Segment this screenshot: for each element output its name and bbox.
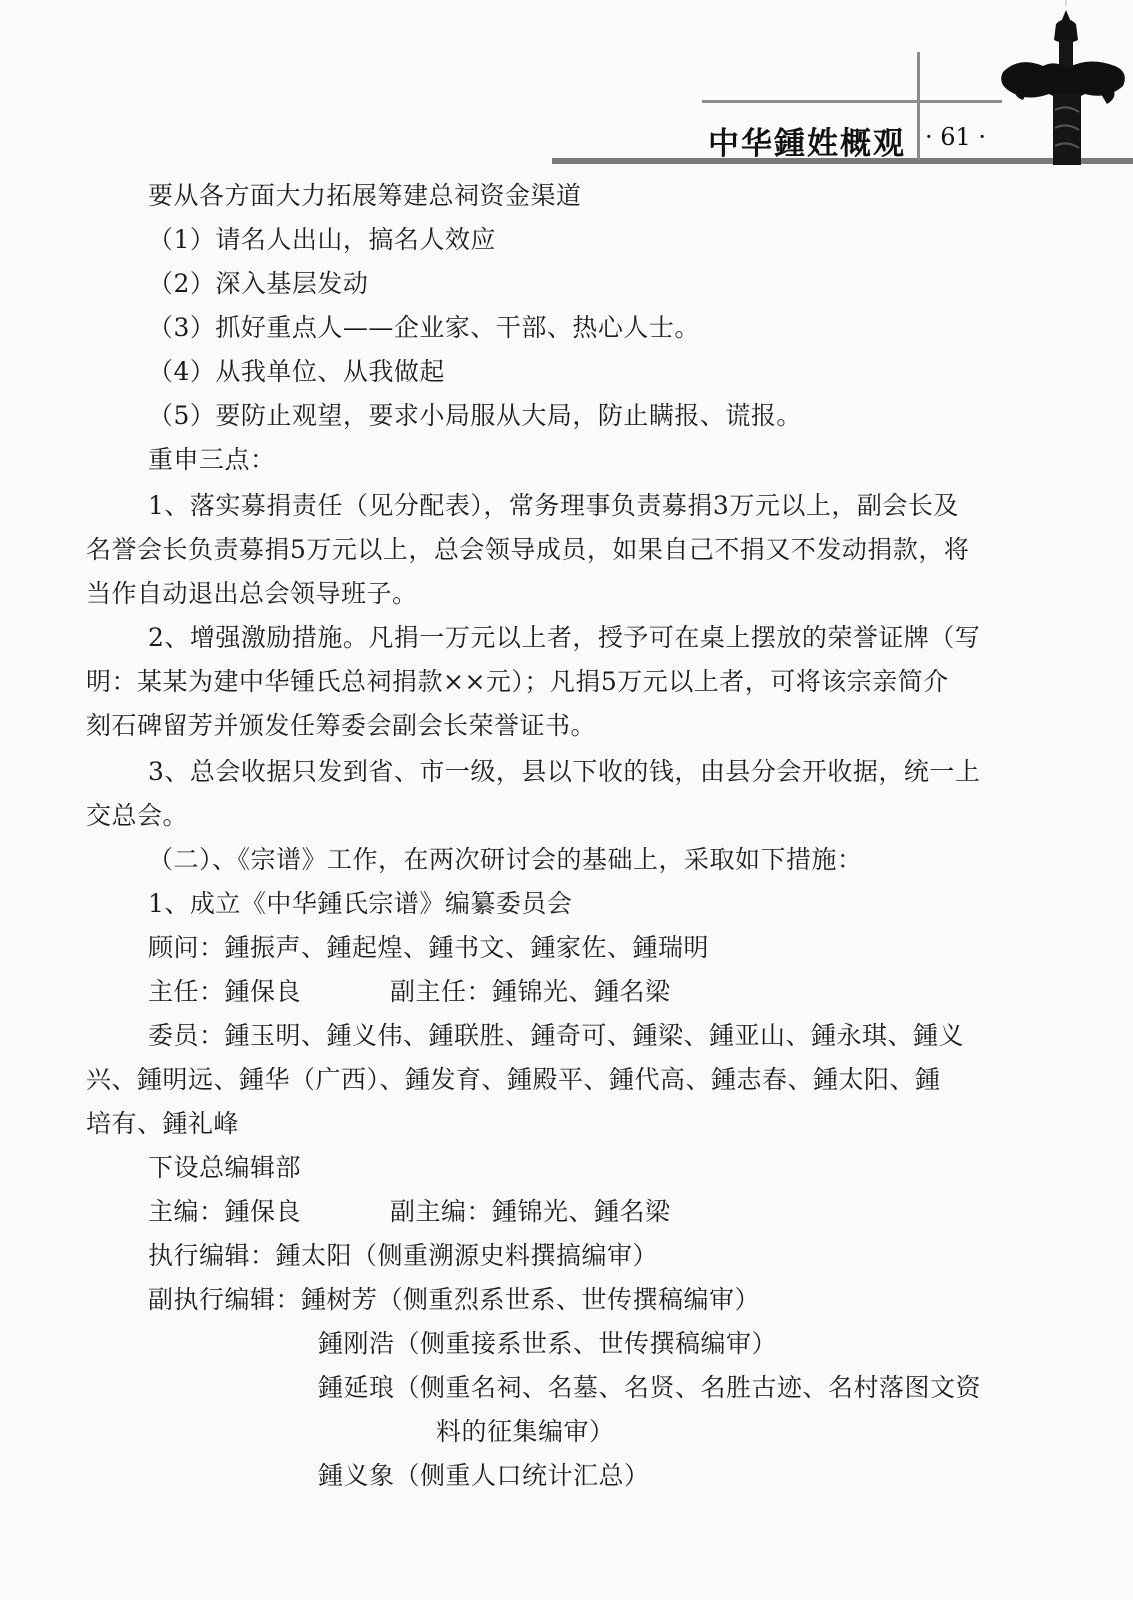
text-line: 主编：鍾保良 bbox=[148, 1197, 302, 1226]
text-line: 当作自动退出总会领导班子。 bbox=[86, 579, 418, 608]
text-line: 顾问：鍾振声、鍾起煌、鍾书文、鍾家佐、鍾瑞明 bbox=[148, 933, 710, 962]
list-item: （2）深入基层发动 bbox=[148, 269, 369, 298]
page-number: · 61 · bbox=[925, 123, 987, 151]
text-line: 副主编：鍾锦光、鍾名梁 bbox=[390, 1197, 671, 1226]
text-line: 下设总编辑部 bbox=[148, 1153, 302, 1182]
list-item: （1）请名人出山，搞名人效应 bbox=[148, 225, 496, 254]
text-line: 明：某某为建中华锺氏总祠捐款××元）；凡捐5万元以上者，可将该宗亲简介 bbox=[86, 667, 949, 696]
text-line: 交总会。 bbox=[86, 801, 189, 830]
list-item: （3）抓好重点人——企业家、干部、热心人士。 bbox=[148, 313, 700, 342]
huabiao-pillar-icon bbox=[993, 0, 1133, 165]
list-item: （4）从我单位、从我做起 bbox=[148, 357, 445, 386]
text-line: 1、成立《中华鍾氏宗谱》编纂委员会 bbox=[148, 889, 573, 918]
text-line: 名誉会长负责募捐5万元以上，总会领导成员，如果自己不捐又不发动捐款，将 bbox=[86, 535, 970, 564]
section-heading: （二）、《宗谱》工作，在两次研讨会的基础上，采取如下措施： bbox=[148, 845, 863, 874]
text-line: 委员：鍾玉明、鍾义伟、鍾联胜、鍾奇可、鍾梁、鍾亚山、鍾永琪、鍾义 bbox=[148, 1021, 965, 1050]
text-line: 副主任：鍾锦光、鍾名梁 bbox=[390, 977, 671, 1006]
text-line: 主任：鍾保良 bbox=[148, 977, 302, 1006]
running-title: 中华鍾姓概观 bbox=[708, 126, 906, 162]
text-line: 料的征集编审） bbox=[436, 1417, 615, 1446]
text-line: 执行编辑：鍾太阳（侧重溯源史料撰搞编审） bbox=[148, 1241, 659, 1270]
section-heading: 重申三点： bbox=[148, 445, 276, 474]
text-line: 副执行编辑：鍾树芳（侧重烈系世系、世传撰稿编审） bbox=[148, 1285, 761, 1314]
text-line: 培有、鍾礼峰 bbox=[86, 1109, 240, 1138]
text-line: 1、落实募捐责任（见分配表），常务理事负责募捐3万元以上，副会长及 bbox=[148, 491, 959, 520]
text-line: 要从各方面大力拓展筹建总祠资金渠道 bbox=[148, 181, 582, 210]
text-line: 鍾延琅（侧重名祠、名墓、名贤、名胜古迹、名村落图文资 bbox=[318, 1373, 982, 1402]
text-line: 鍾刚浩（侧重接系世系、世传撰稿编审） bbox=[318, 1329, 778, 1358]
text-line: 2、增强激励措施。凡捐一万元以上者，授予可在桌上摆放的荣誉证牌（写 bbox=[148, 623, 981, 652]
text-line: 刻石碑留芳并颁发任筹委会副会长荣誉证书。 bbox=[86, 711, 597, 740]
text-line: 鍾义象（侧重人口统计汇总） bbox=[318, 1461, 650, 1490]
text-line: 兴、鍾明远、鍾华（广西）、鍾发育、鍾殿平、鍾代高、鍾志春、鍾太阳、鍾 bbox=[86, 1065, 941, 1094]
header-rule-upper bbox=[702, 100, 1002, 103]
header-rule-vertical bbox=[917, 52, 920, 160]
text-line: 3、总会收据只发到省、市一级，县以下收的钱，由县分会开收据，统一上 bbox=[148, 757, 981, 786]
list-item: （5）要防止观望，要求小局服从大局，防止瞒报、谎报。 bbox=[148, 401, 802, 430]
